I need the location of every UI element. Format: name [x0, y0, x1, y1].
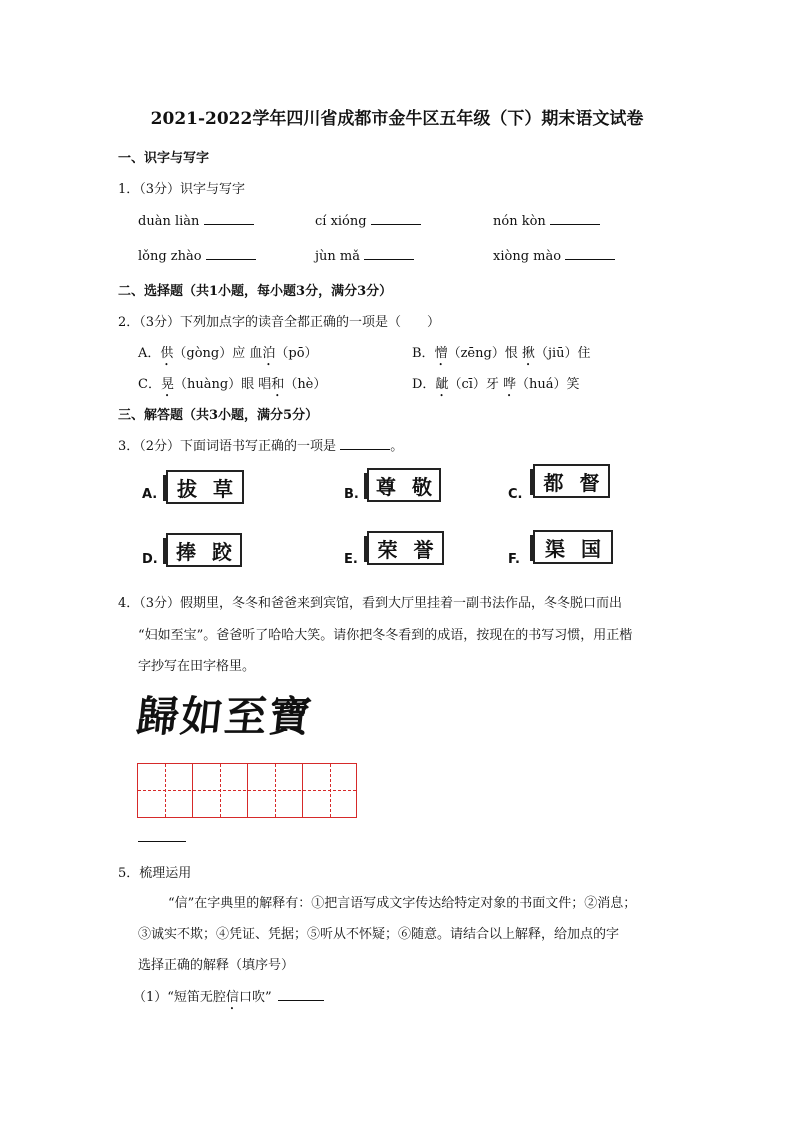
option-b[interactable]	[412, 342, 591, 369]
option-text: （huá）笑	[516, 377, 580, 392]
question-4-line: “妇如至宝”。爸爸听了哈哈大笑。请你把冬冬看到的成语，按现在的书写习惯，用正楷	[138, 628, 633, 643]
question-4-line: 4．（3分）假期里，冬冬和爸爸来到宾馆，看到大厅里挂着一副书法作品，冬冬脱口而出	[118, 596, 623, 611]
sub-text: （1）“短笛无腔	[133, 990, 226, 1005]
dotted-char: 哗	[503, 377, 517, 392]
dotted-char: 供	[160, 346, 174, 361]
card-letter: D.	[142, 552, 158, 567]
dotted-char: 憎	[434, 346, 448, 361]
calligraphy-artwork: 歸如至寶	[134, 692, 316, 741]
card-char: 拔	[177, 476, 197, 501]
card-char: 督	[579, 470, 600, 495]
card-char: 草	[213, 476, 233, 501]
question-4-line: 字抄写在田字格里。	[138, 659, 256, 674]
pinyin-text: duàn liàn	[138, 214, 200, 229]
card-char: 国	[581, 536, 601, 561]
option-letter: D．	[412, 377, 436, 392]
option-text: （pō）	[275, 346, 318, 361]
word-card-a[interactable]	[166, 470, 244, 504]
card-letter: C.	[508, 487, 523, 502]
option-text: （jiū）住	[534, 346, 591, 361]
card-char: 渠	[545, 536, 565, 561]
question-5-stem: 5．梳理运用	[118, 866, 192, 881]
option-letter: B．	[412, 346, 435, 361]
answer-blank[interactable]	[204, 211, 254, 225]
answer-blank[interactable]	[371, 211, 421, 225]
pinyin-item	[138, 246, 256, 264]
question-3-stem	[118, 435, 403, 454]
option-text: （cī）牙	[448, 377, 504, 392]
answer-blank[interactable]	[278, 987, 324, 1001]
dotted-char: 晃	[160, 377, 174, 392]
pinyin-item	[315, 211, 421, 229]
answer-blank[interactable]	[550, 211, 600, 225]
question-5-line: ③诚实不欺；④凭证、凭据；⑤听从不怀疑；⑥随意。请结合以上解释，给加点的字	[138, 927, 620, 942]
card-letter: B.	[344, 487, 359, 502]
option-text: （huàng）眼 唱	[173, 377, 272, 392]
word-card-d[interactable]	[166, 533, 242, 567]
card-char: 跤	[212, 539, 232, 564]
option-letter: A．	[138, 346, 161, 361]
question-1-stem: 1．（3分）识字与写字	[118, 182, 246, 197]
word-card-f[interactable]	[533, 530, 613, 564]
card-char: 敬	[412, 474, 432, 499]
section-heading-3: 三、解答题（共3小题，满分5分）	[118, 408, 319, 423]
pinyin-text: cí xióng	[315, 214, 367, 229]
word-card-b[interactable]	[367, 468, 441, 502]
option-c[interactable]	[138, 373, 326, 400]
option-letter: C．	[138, 377, 161, 392]
card-char: 誉	[413, 537, 434, 562]
stem-text: 3．（2分）下面词语书写正确的一项是	[118, 439, 341, 454]
pinyin-item	[493, 211, 600, 229]
card-char: 捧	[176, 539, 196, 564]
word-card-c[interactable]	[533, 464, 610, 498]
option-a[interactable]	[138, 342, 318, 369]
card-letter: A.	[142, 487, 158, 502]
answer-blank[interactable]	[340, 436, 390, 450]
sub-text: 口吹”	[238, 990, 272, 1005]
dotted-char: 泊	[262, 346, 276, 361]
pinyin-text: nón kòn	[493, 214, 546, 229]
dotted-char: 信	[225, 990, 239, 1005]
dotted-char: 揪	[521, 346, 535, 361]
pinyin-item	[315, 246, 414, 264]
card-letter: E.	[344, 552, 358, 567]
word-card-e[interactable]	[367, 531, 444, 565]
question-5-sub-1	[133, 986, 324, 1013]
card-char: 尊	[376, 474, 396, 499]
card-char: 都	[543, 470, 564, 495]
pinyin-text: jùn mǎ	[315, 249, 360, 264]
pinyin-text: xiòng mào	[493, 249, 562, 264]
pinyin-item	[138, 211, 254, 229]
card-letter: F.	[508, 552, 520, 567]
question-5-line: 选择正确的解释（填序号）	[138, 958, 295, 973]
section-heading-2: 二、选择题（共1小题，每小题3分，满分3分）	[118, 284, 393, 299]
card-char: 荣	[377, 537, 398, 562]
answer-blank[interactable]	[138, 828, 186, 846]
answer-blank[interactable]	[206, 246, 256, 260]
page-title: 2021-2022学年四川省成都市金牛区五年级（下）期末语文试卷	[150, 109, 644, 129]
option-d[interactable]	[412, 373, 580, 400]
dotted-char: 和	[271, 377, 285, 392]
question-5-line: “信”在字典里的解释有：①把言语写成文字传达给特定对象的书面文件；②消息；	[168, 896, 637, 911]
pinyin-item	[493, 246, 615, 264]
pinyin-text: lǒng zhào	[138, 249, 202, 264]
question-2-stem: 2．（3分）下列加点字的读音全都正确的一项是（ ）	[118, 315, 441, 330]
answer-blank[interactable]	[565, 246, 615, 260]
option-text: （zēng）恨	[447, 346, 522, 361]
tianzige-writing-grid[interactable]	[137, 763, 357, 818]
dotted-char: 龇	[435, 377, 449, 392]
option-text: （gòng）应 血	[173, 346, 263, 361]
answer-blank[interactable]	[364, 246, 414, 260]
option-text: （hè）	[284, 377, 327, 392]
stem-text: 。	[390, 439, 404, 454]
section-heading-1: 一、识字与写字	[118, 151, 210, 166]
